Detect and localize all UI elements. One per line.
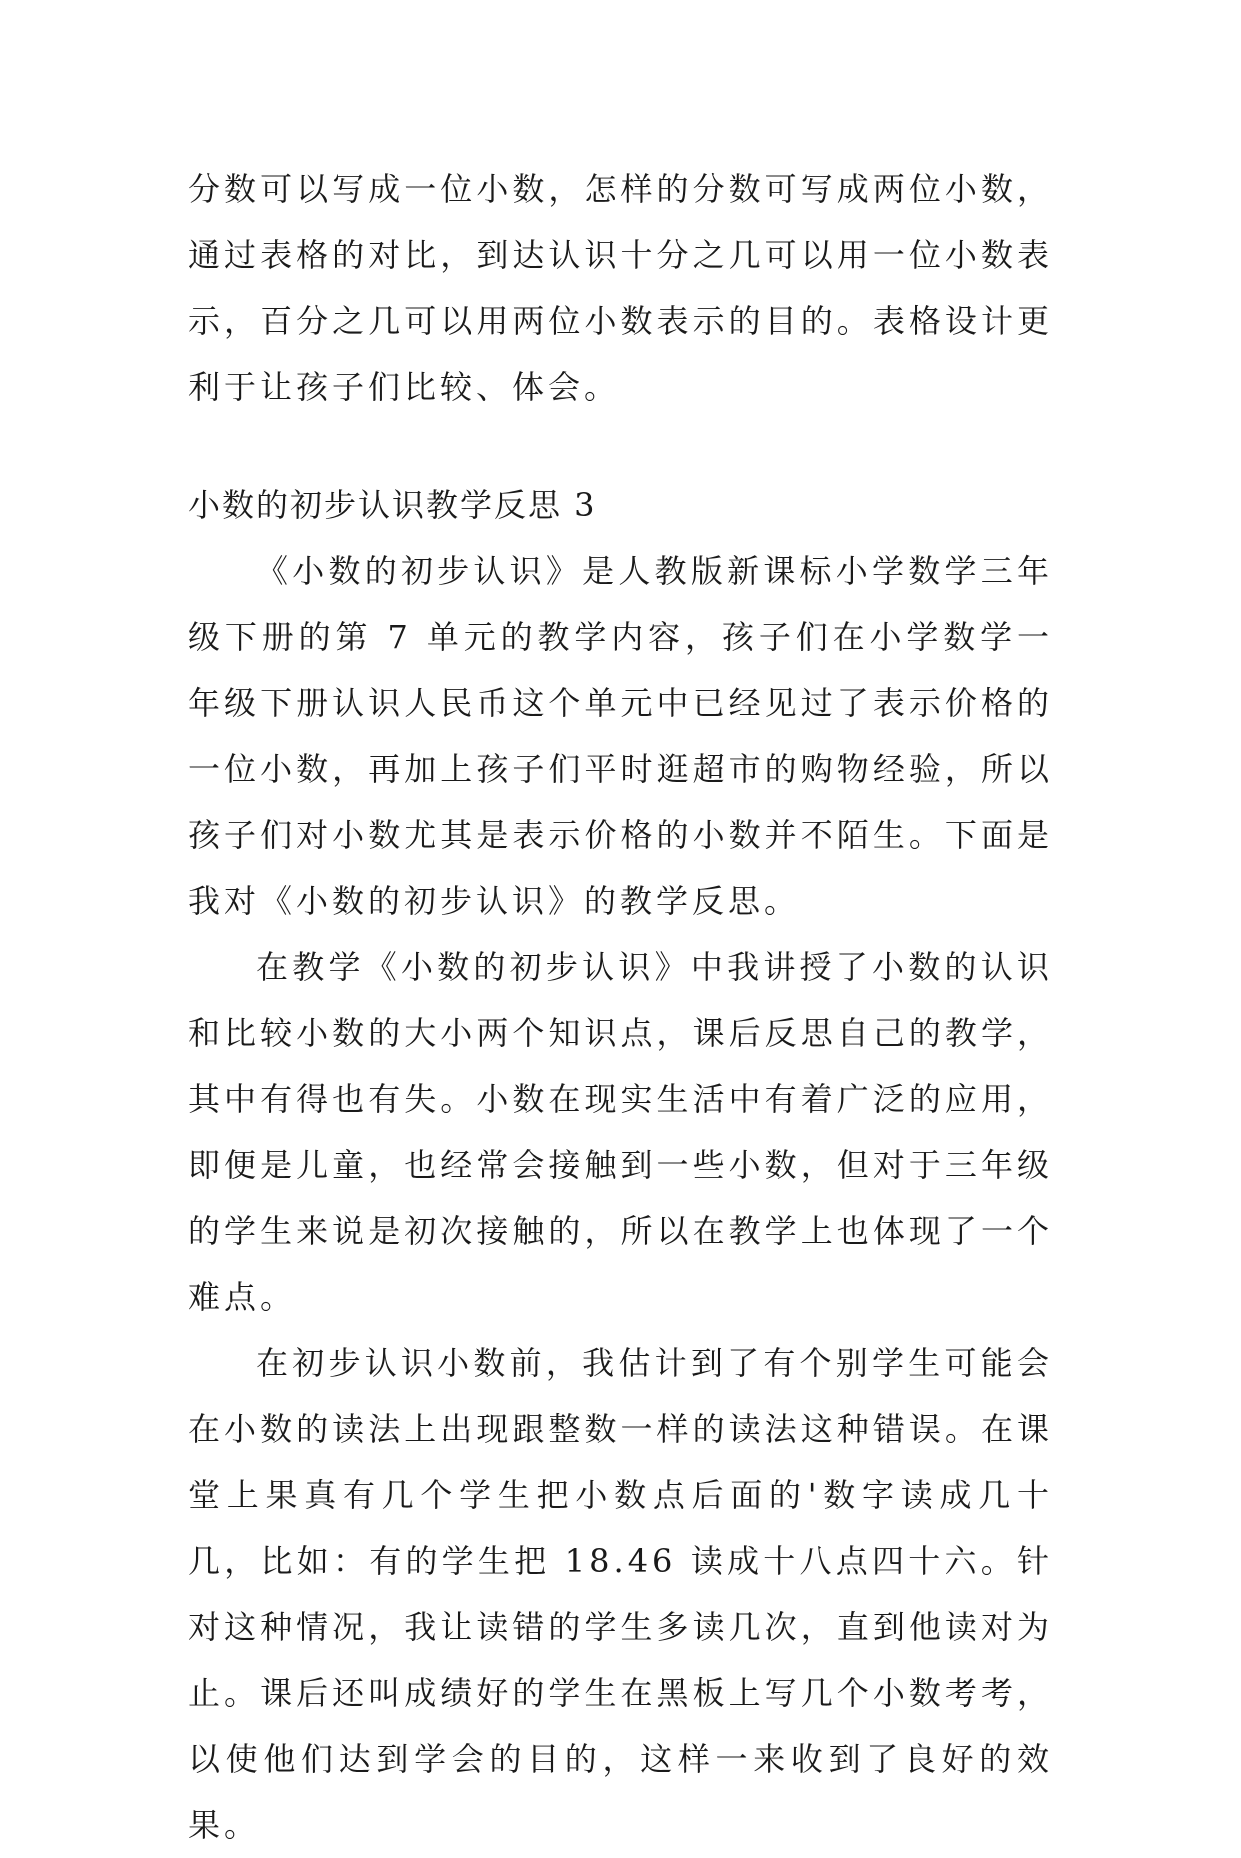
continuation-paragraph: 分数可以写成一位小数，怎样的分数可写成两位小数，通过表格的对比，到达认识十分之几可以用一位小数表示，百分之几可以用两位小数表示的目的。表格设计更利于让孩子们比较、体会。: [188, 170, 1053, 406]
paragraph-intro: 《小数的初步认识》是人教版新课标小学数学三年级下册的第 7 单元的教学内容，孩子们在小学数学一年级下册认识人民币这个单元中已经见过了表示价格的一位小数，再加上孩子们平时逛超市的购物经验，所以孩子们对小数尤其是表示价格的小数并不陌生。下面是我对《小数的初步认识》的教学反思。: [188, 552, 1053, 920]
paragraph-teaching: 在教学《小数的初步认识》中我讲授了小数的认识和比较小数的大小两个知识点，课后反思自己的教学，其中有得也有失。小数在现实生活中有着广泛的应用，即便是儿童，也经常会接触到一些小数，但对于三年级的学生来说是初次接触的，所以在教学上也体现了一个难点。: [188, 948, 1053, 1316]
section-title: 小数的初步认识教学反思 3: [188, 486, 597, 524]
document-body: [188, 156, 1053, 1858]
paragraph-reading-errors: 在初步认识小数前，我估计到了有个别学生可能会在小数的读法上出现跟整数一样的读法这种错误。在课堂上果真有几个学生把小数点后面的'数字读成几十几，比如：有的学生把 18.46 读成十八点四十六。针对这种情况，我让读错的学生多读几次，直到他读对为止。课后还叫成绩好的学生在黑板上写几个小数考考，以使他们达到学会的目的，这样一来收到了良好的效果。: [188, 1344, 1053, 1844]
